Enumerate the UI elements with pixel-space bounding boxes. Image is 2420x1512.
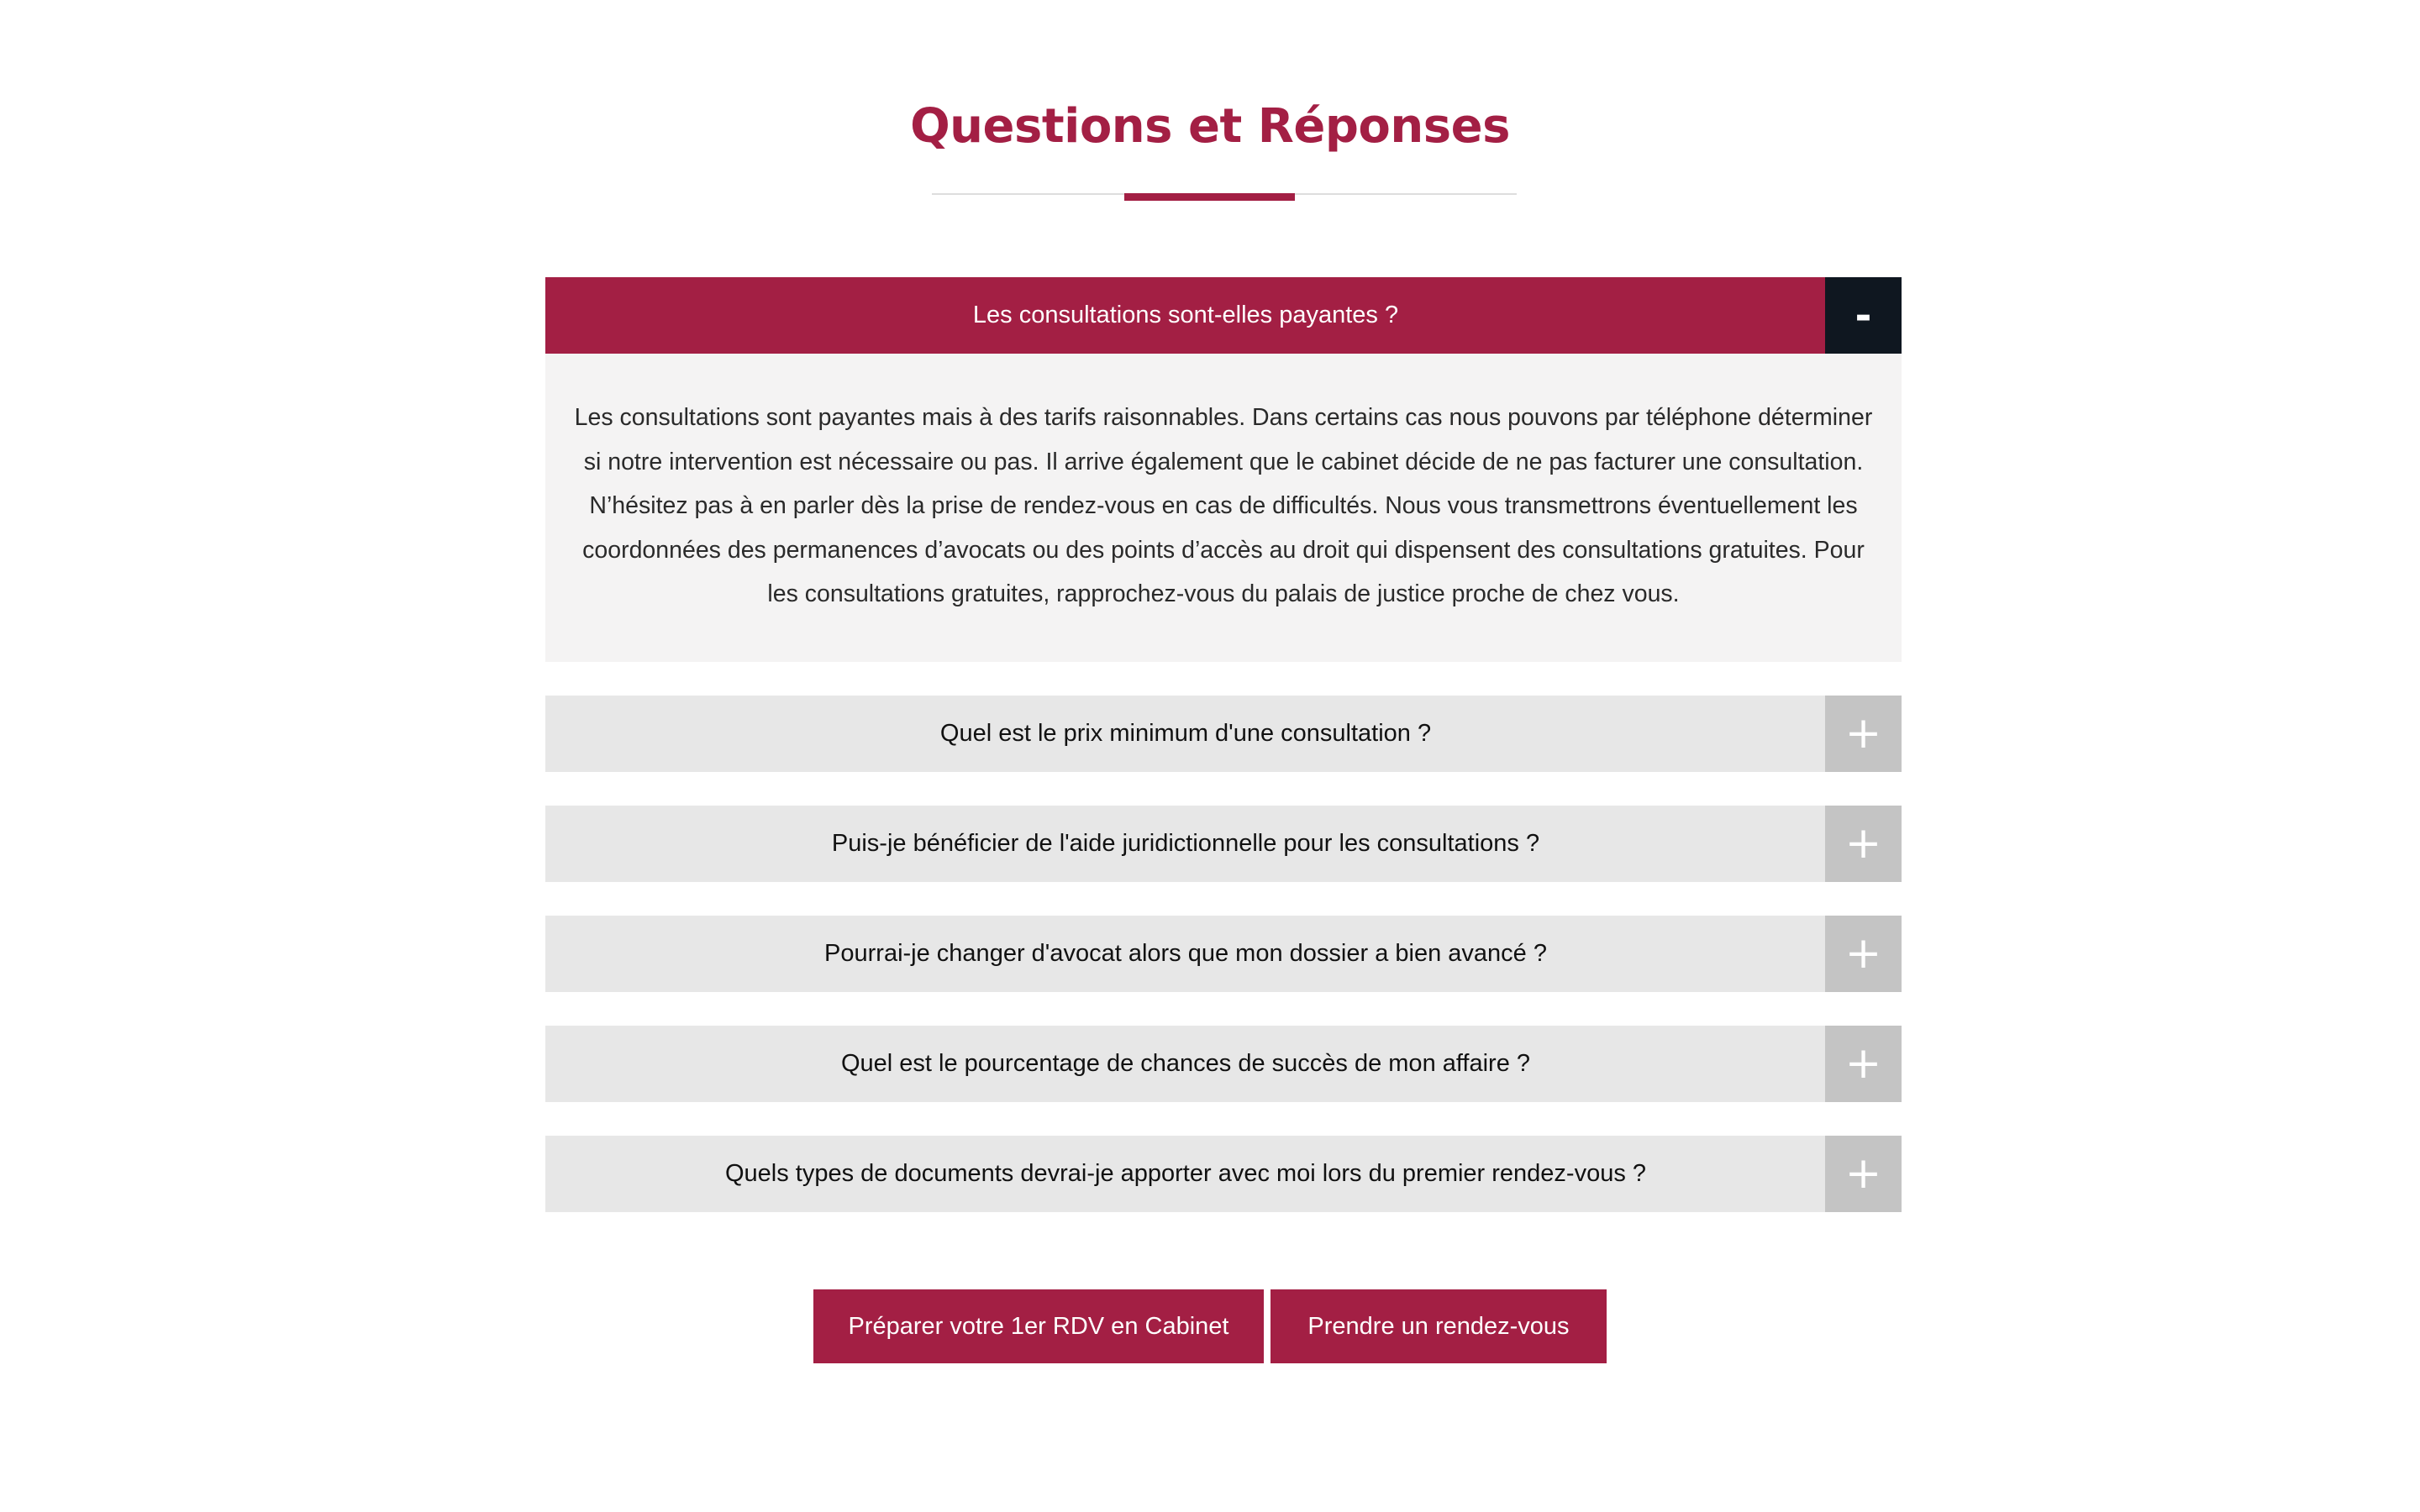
- faq-answer-text: Les consultations sont payantes mais à des tarifs raisonnables. Dans certains cas nous pouvons par téléphone déterminer si notre intervention est nécessaire ou pas. Il arrive également que le cabinet décide de ne pas facturer une consultation. N’hésitez pas à en parler dès la prise de rendez-vous en cas de difficultés. Nous vous transmettrons éventuellement les coordonnées des permanences d’avocats ou des points d’accès au droit qui dispensent des consultations gratuites. Pour les consultations gratuites, rapprochez-vous du palais de justice proche de chez vous.: [545, 354, 1902, 662]
- section-title: Questions et Réponses: [910, 99, 1510, 154]
- faq-question-header[interactable]: [545, 916, 1902, 992]
- title-accent-bar: [1124, 193, 1295, 201]
- faq-item: [545, 696, 1902, 772]
- prepare-appointment-button[interactable]: Préparer votre 1er RDV en Cabinet: [813, 1289, 1264, 1363]
- faq-item-open: [545, 277, 1902, 662]
- book-appointment-button[interactable]: Prendre un rendez-vous: [1270, 1289, 1607, 1363]
- faq-item: [545, 1136, 1902, 1212]
- faq-question-header[interactable]: [545, 1136, 1902, 1212]
- expand-icon[interactable]: +: [1825, 1026, 1902, 1102]
- faq-item: [545, 916, 1902, 992]
- faq-question-text: Quel est le pourcentage de chances de succès de mon affaire ?: [840, 1049, 1531, 1077]
- faq-question-header[interactable]: [545, 277, 1902, 354]
- faq-item: [545, 1026, 1902, 1102]
- faq-question-text: Puis-je bénéficier de l'aide juridictionnelle pour les consultations ?: [831, 829, 1540, 857]
- faq-question-text: Les consultations sont-elles payantes ?: [972, 302, 1399, 328]
- faq-question-header[interactable]: [545, 1026, 1902, 1102]
- faq-accordion: [545, 277, 1902, 1246]
- collapse-icon[interactable]: -: [1825, 277, 1902, 354]
- expand-icon[interactable]: +: [1825, 696, 1902, 772]
- faq-question-text: Quels types de documents devrai-je apporter avec moi lors du premier rendez-vous ?: [724, 1159, 1647, 1187]
- expand-icon[interactable]: +: [1825, 1136, 1902, 1212]
- faq-question-text: Quel est le prix minimum d'une consultation ?: [939, 719, 1432, 747]
- faq-question-header[interactable]: [545, 806, 1902, 882]
- cta-buttons: [0, 1289, 2420, 1363]
- faq-question-header[interactable]: [545, 696, 1902, 772]
- faq-question-text: Pourrai-je changer d'avocat alors que mon dossier a bien avancé ?: [824, 939, 1547, 967]
- expand-icon[interactable]: +: [1825, 916, 1902, 992]
- expand-icon[interactable]: +: [1825, 806, 1902, 882]
- faq-item: [545, 806, 1902, 882]
